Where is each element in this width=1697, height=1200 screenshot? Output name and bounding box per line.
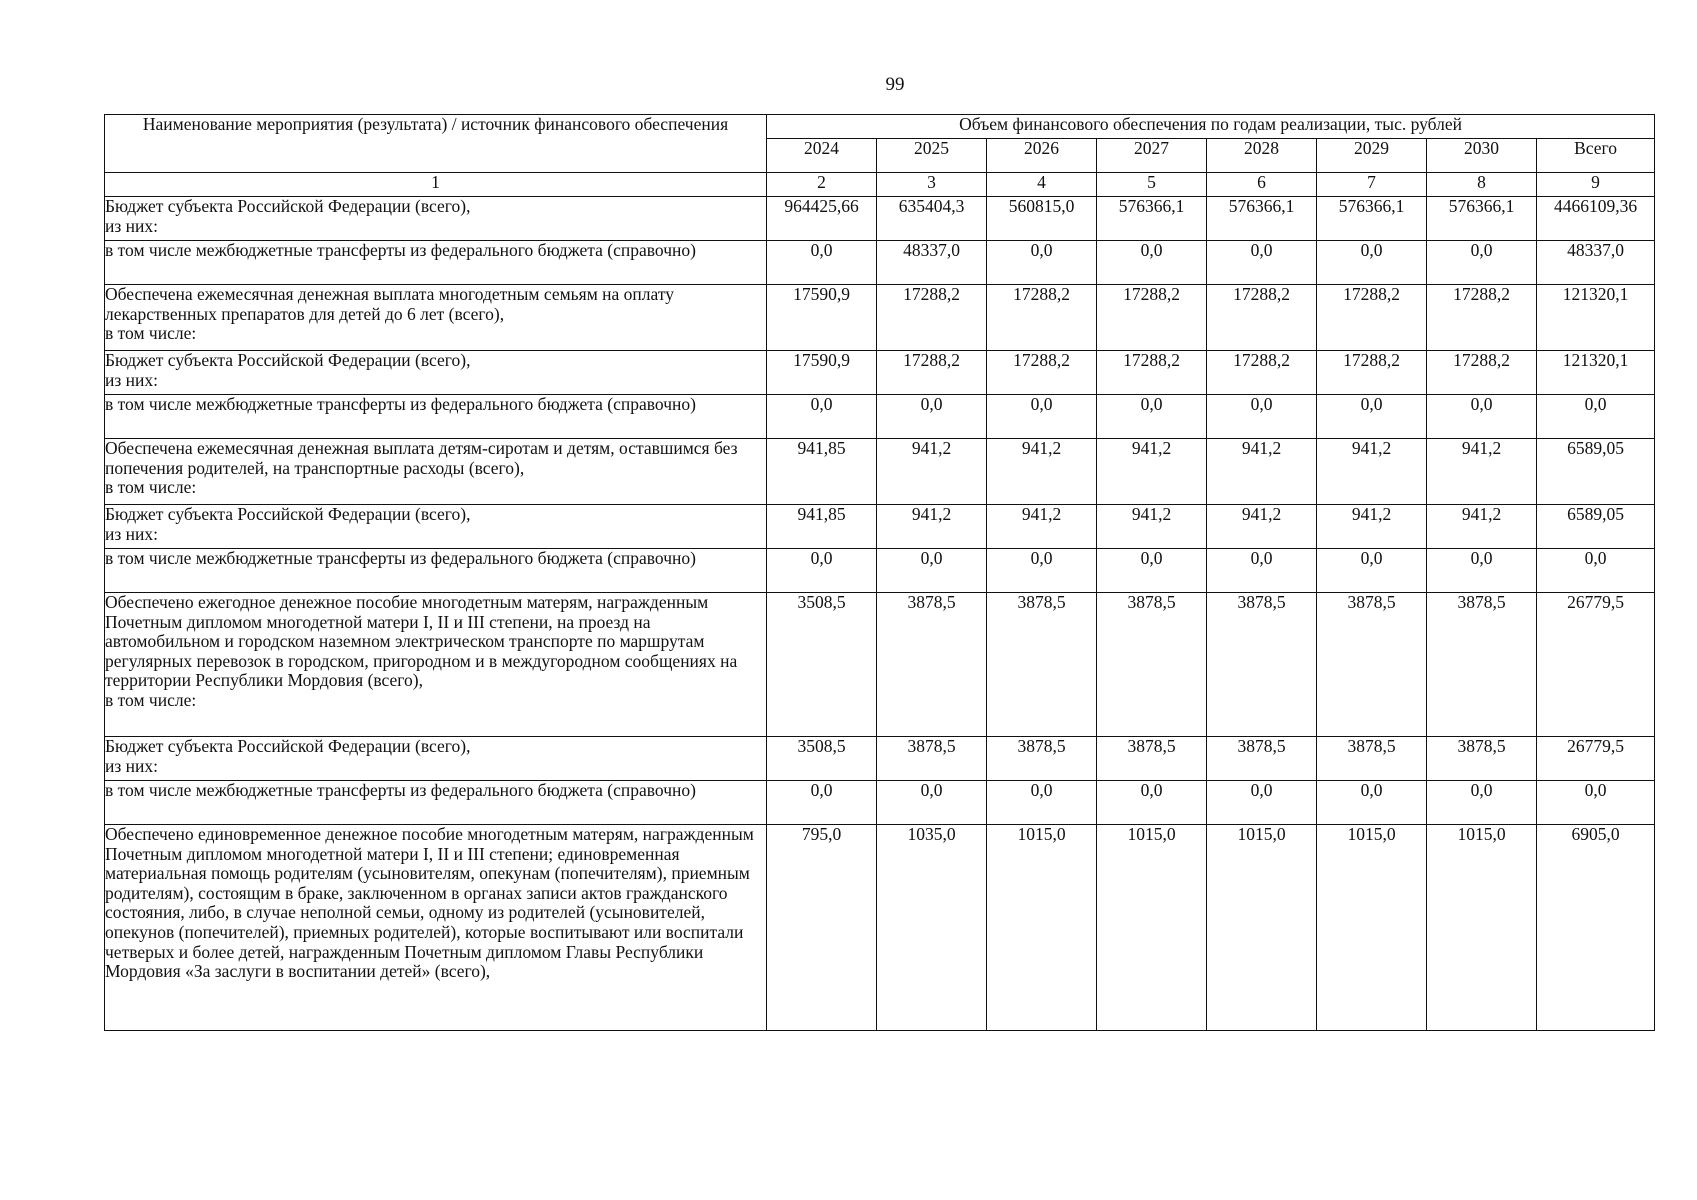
row-value: 0,0 xyxy=(1097,241,1207,285)
financing-table xyxy=(104,114,1655,1031)
row-value: 3508,5 xyxy=(767,593,877,737)
row-value: 941,2 xyxy=(1207,505,1317,549)
row-value: 3878,5 xyxy=(877,737,987,781)
row-value: 0,0 xyxy=(1317,241,1427,285)
row-value: 0,0 xyxy=(1537,781,1655,825)
table-row xyxy=(105,351,1655,395)
row-value: 941,2 xyxy=(1317,505,1427,549)
row-value: 941,2 xyxy=(1427,439,1537,505)
row-value: 6589,05 xyxy=(1537,439,1655,505)
column-number: 7 xyxy=(1317,173,1427,197)
row-value: 3878,5 xyxy=(1317,593,1427,737)
row-value: 17288,2 xyxy=(1097,285,1207,351)
row-value: 0,0 xyxy=(987,549,1097,593)
row-value: 0,0 xyxy=(987,241,1097,285)
row-value: 0,0 xyxy=(1207,781,1317,825)
row-value: 0,0 xyxy=(877,395,987,439)
row-value: 3878,5 xyxy=(1207,737,1317,781)
header-year-2025: 2025 xyxy=(877,139,987,173)
row-value: 3878,5 xyxy=(987,593,1097,737)
row-value: 576366,1 xyxy=(1427,197,1537,241)
table-row xyxy=(105,285,1655,351)
row-value: 0,0 xyxy=(1207,549,1317,593)
column-number: 1 xyxy=(105,173,767,197)
row-value: 3878,5 xyxy=(1097,737,1207,781)
row-value: 0,0 xyxy=(1317,781,1427,825)
row-value: 17288,2 xyxy=(877,351,987,395)
row-value: 0,0 xyxy=(1097,549,1207,593)
row-value: 26779,5 xyxy=(1537,737,1655,781)
column-number: 2 xyxy=(767,173,877,197)
header-year-total: Всего xyxy=(1537,139,1655,173)
row-value: 0,0 xyxy=(1207,241,1317,285)
table-row xyxy=(105,593,1655,737)
header-name-column: Наименование мероприятия (результата) / источник финансового обеспечения xyxy=(105,115,767,173)
row-value: 3878,5 xyxy=(1427,593,1537,737)
row-value: 1015,0 xyxy=(987,825,1097,1031)
row-value: 941,2 xyxy=(1317,439,1427,505)
row-value: 3508,5 xyxy=(767,737,877,781)
table-row xyxy=(105,505,1655,549)
row-value: 0,0 xyxy=(1537,395,1655,439)
column-number: 9 xyxy=(1537,173,1655,197)
row-value: 3878,5 xyxy=(987,737,1097,781)
column-number: 6 xyxy=(1207,173,1317,197)
row-value: 576366,1 xyxy=(1207,197,1317,241)
row-value: 1015,0 xyxy=(1097,825,1207,1031)
row-name: Бюджет субъекта Российской Федерации (всего), из них: xyxy=(105,351,767,395)
row-value: 17590,9 xyxy=(767,285,877,351)
row-value: 0,0 xyxy=(1537,549,1655,593)
row-value: 0,0 xyxy=(1427,241,1537,285)
row-value: 17288,2 xyxy=(1427,351,1537,395)
row-value: 6905,0 xyxy=(1537,825,1655,1031)
row-value: 17288,2 xyxy=(1207,351,1317,395)
table-row xyxy=(105,395,1655,439)
row-value: 17288,2 xyxy=(1317,351,1427,395)
row-name: Обеспечена ежемесячная денежная выплата детям-сиротам и детям, оставшимся без попечения родителей, на транспортные расходы (всего), в том числе: xyxy=(105,439,767,505)
row-value: 1015,0 xyxy=(1317,825,1427,1031)
row-value: 0,0 xyxy=(767,241,877,285)
row-value: 0,0 xyxy=(1097,781,1207,825)
header-year-2024: 2024 xyxy=(767,139,877,173)
row-value: 941,85 xyxy=(767,439,877,505)
row-value: 0,0 xyxy=(1427,395,1537,439)
row-value: 4466109,36 xyxy=(1537,197,1655,241)
row-value: 0,0 xyxy=(767,781,877,825)
row-value: 0,0 xyxy=(877,781,987,825)
row-name: Бюджет субъекта Российской Федерации (всего), из них: xyxy=(105,505,767,549)
row-value: 0,0 xyxy=(877,549,987,593)
table-row xyxy=(105,781,1655,825)
row-value: 6589,05 xyxy=(1537,505,1655,549)
row-value: 121320,1 xyxy=(1537,285,1655,351)
row-value: 0,0 xyxy=(1097,395,1207,439)
row-value: 17288,2 xyxy=(987,351,1097,395)
table-row xyxy=(105,549,1655,593)
table-row xyxy=(105,825,1655,1031)
table-row xyxy=(105,197,1655,241)
row-value: 17590,9 xyxy=(767,351,877,395)
column-number: 5 xyxy=(1097,173,1207,197)
row-value: 3878,5 xyxy=(1317,737,1427,781)
row-value: 121320,1 xyxy=(1537,351,1655,395)
row-value: 17288,2 xyxy=(987,285,1097,351)
row-value: 0,0 xyxy=(1317,395,1427,439)
row-value: 576366,1 xyxy=(1317,197,1427,241)
row-value: 26779,5 xyxy=(1537,593,1655,737)
row-value: 3878,5 xyxy=(1097,593,1207,737)
row-name: в том числе межбюджетные трансферты из федерального бюджета (справочно) xyxy=(105,395,767,439)
row-value: 941,2 xyxy=(877,439,987,505)
row-value: 0,0 xyxy=(1207,395,1317,439)
row-name: в том числе межбюджетные трансферты из федерального бюджета (справочно) xyxy=(105,781,767,825)
row-value: 0,0 xyxy=(1427,549,1537,593)
row-value: 941,2 xyxy=(1097,439,1207,505)
row-value: 1015,0 xyxy=(1427,825,1537,1031)
row-value: 3878,5 xyxy=(1207,593,1317,737)
row-name: Обеспечена ежемесячная денежная выплата многодетным семьям на оплату лекарственных препаратов для детей до 6 лет (всего), в том числе: xyxy=(105,285,767,351)
header-volume-group: Объем финансового обеспечения по годам реализации, тыс. рублей xyxy=(767,115,1655,139)
row-value: 941,2 xyxy=(877,505,987,549)
row-value: 941,85 xyxy=(767,505,877,549)
header-year-2027: 2027 xyxy=(1097,139,1207,173)
row-value: 941,2 xyxy=(1097,505,1207,549)
row-value: 3878,5 xyxy=(1427,737,1537,781)
row-value: 635404,3 xyxy=(877,197,987,241)
row-name: в том числе межбюджетные трансферты из федерального бюджета (справочно) xyxy=(105,241,767,285)
row-value: 17288,2 xyxy=(877,285,987,351)
row-name: Обеспечено ежегодное денежное пособие многодетным матерям, награжденным Почетным дипломом многодетной матери I, II и III степени, на проезд на автомобильном и городском наземном электрическом транспорте по маршрутам регулярных перевозок в городском, пригородном и в междугородном сообщениях на территории Республики Мордовия (всего), в том числе: xyxy=(105,593,767,737)
row-value: 3878,5 xyxy=(877,593,987,737)
row-value: 941,2 xyxy=(987,505,1097,549)
row-value: 17288,2 xyxy=(1317,285,1427,351)
header-year-2026: 2026 xyxy=(987,139,1097,173)
row-name: Бюджет субъекта Российской Федерации (всего), из них: xyxy=(105,197,767,241)
row-value: 0,0 xyxy=(767,395,877,439)
row-value: 0,0 xyxy=(987,781,1097,825)
row-value: 17288,2 xyxy=(1097,351,1207,395)
row-name: Бюджет субъекта Российской Федерации (всего), из них: xyxy=(105,737,767,781)
table-row xyxy=(105,241,1655,285)
row-value: 941,2 xyxy=(1207,439,1317,505)
row-value: 941,2 xyxy=(1427,505,1537,549)
row-value: 17288,2 xyxy=(1427,285,1537,351)
column-number: 8 xyxy=(1427,173,1537,197)
column-number: 3 xyxy=(877,173,987,197)
column-number: 4 xyxy=(987,173,1097,197)
page-number: 99 xyxy=(885,74,905,95)
row-value: 17288,2 xyxy=(1207,285,1317,351)
row-value: 0,0 xyxy=(987,395,1097,439)
row-value: 1015,0 xyxy=(1207,825,1317,1031)
header-year-2030: 2030 xyxy=(1427,139,1537,173)
row-value: 0,0 xyxy=(767,549,877,593)
row-name: в том числе межбюджетные трансферты из федерального бюджета (справочно) xyxy=(105,549,767,593)
header-year-2029: 2029 xyxy=(1317,139,1427,173)
row-name: Обеспечено единовременное денежное пособие многодетным матерям, награжденным Почетным дипломом многодетной матери I, II и III степени; единовременная материальная помощь родителям (усыновителям, опекунам (попечителям), приемным родителям), состоящим в браке, заключенном в органах записи актов гражданского состояния, либо, в случае неполной семьи, одному из родителей (усыновителей, опекунов (попечителей), приемных родителей), которые воспитывают или воспитали четверых и более детей, награжденным Почетным дипломом Главы Республики Мордовия «За заслуги в воспитании детей» (всего), xyxy=(105,825,767,1031)
header-year-2028: 2028 xyxy=(1207,139,1317,173)
row-value: 795,0 xyxy=(767,825,877,1031)
row-value: 964425,66 xyxy=(767,197,877,241)
table-row xyxy=(105,439,1655,505)
row-value: 576366,1 xyxy=(1097,197,1207,241)
row-value: 48337,0 xyxy=(1537,241,1655,285)
row-value: 1035,0 xyxy=(877,825,987,1031)
row-value: 0,0 xyxy=(1427,781,1537,825)
row-value: 941,2 xyxy=(987,439,1097,505)
row-value: 560815,0 xyxy=(987,197,1097,241)
row-value: 48337,0 xyxy=(877,241,987,285)
row-value: 0,0 xyxy=(1317,549,1427,593)
table-row xyxy=(105,737,1655,781)
